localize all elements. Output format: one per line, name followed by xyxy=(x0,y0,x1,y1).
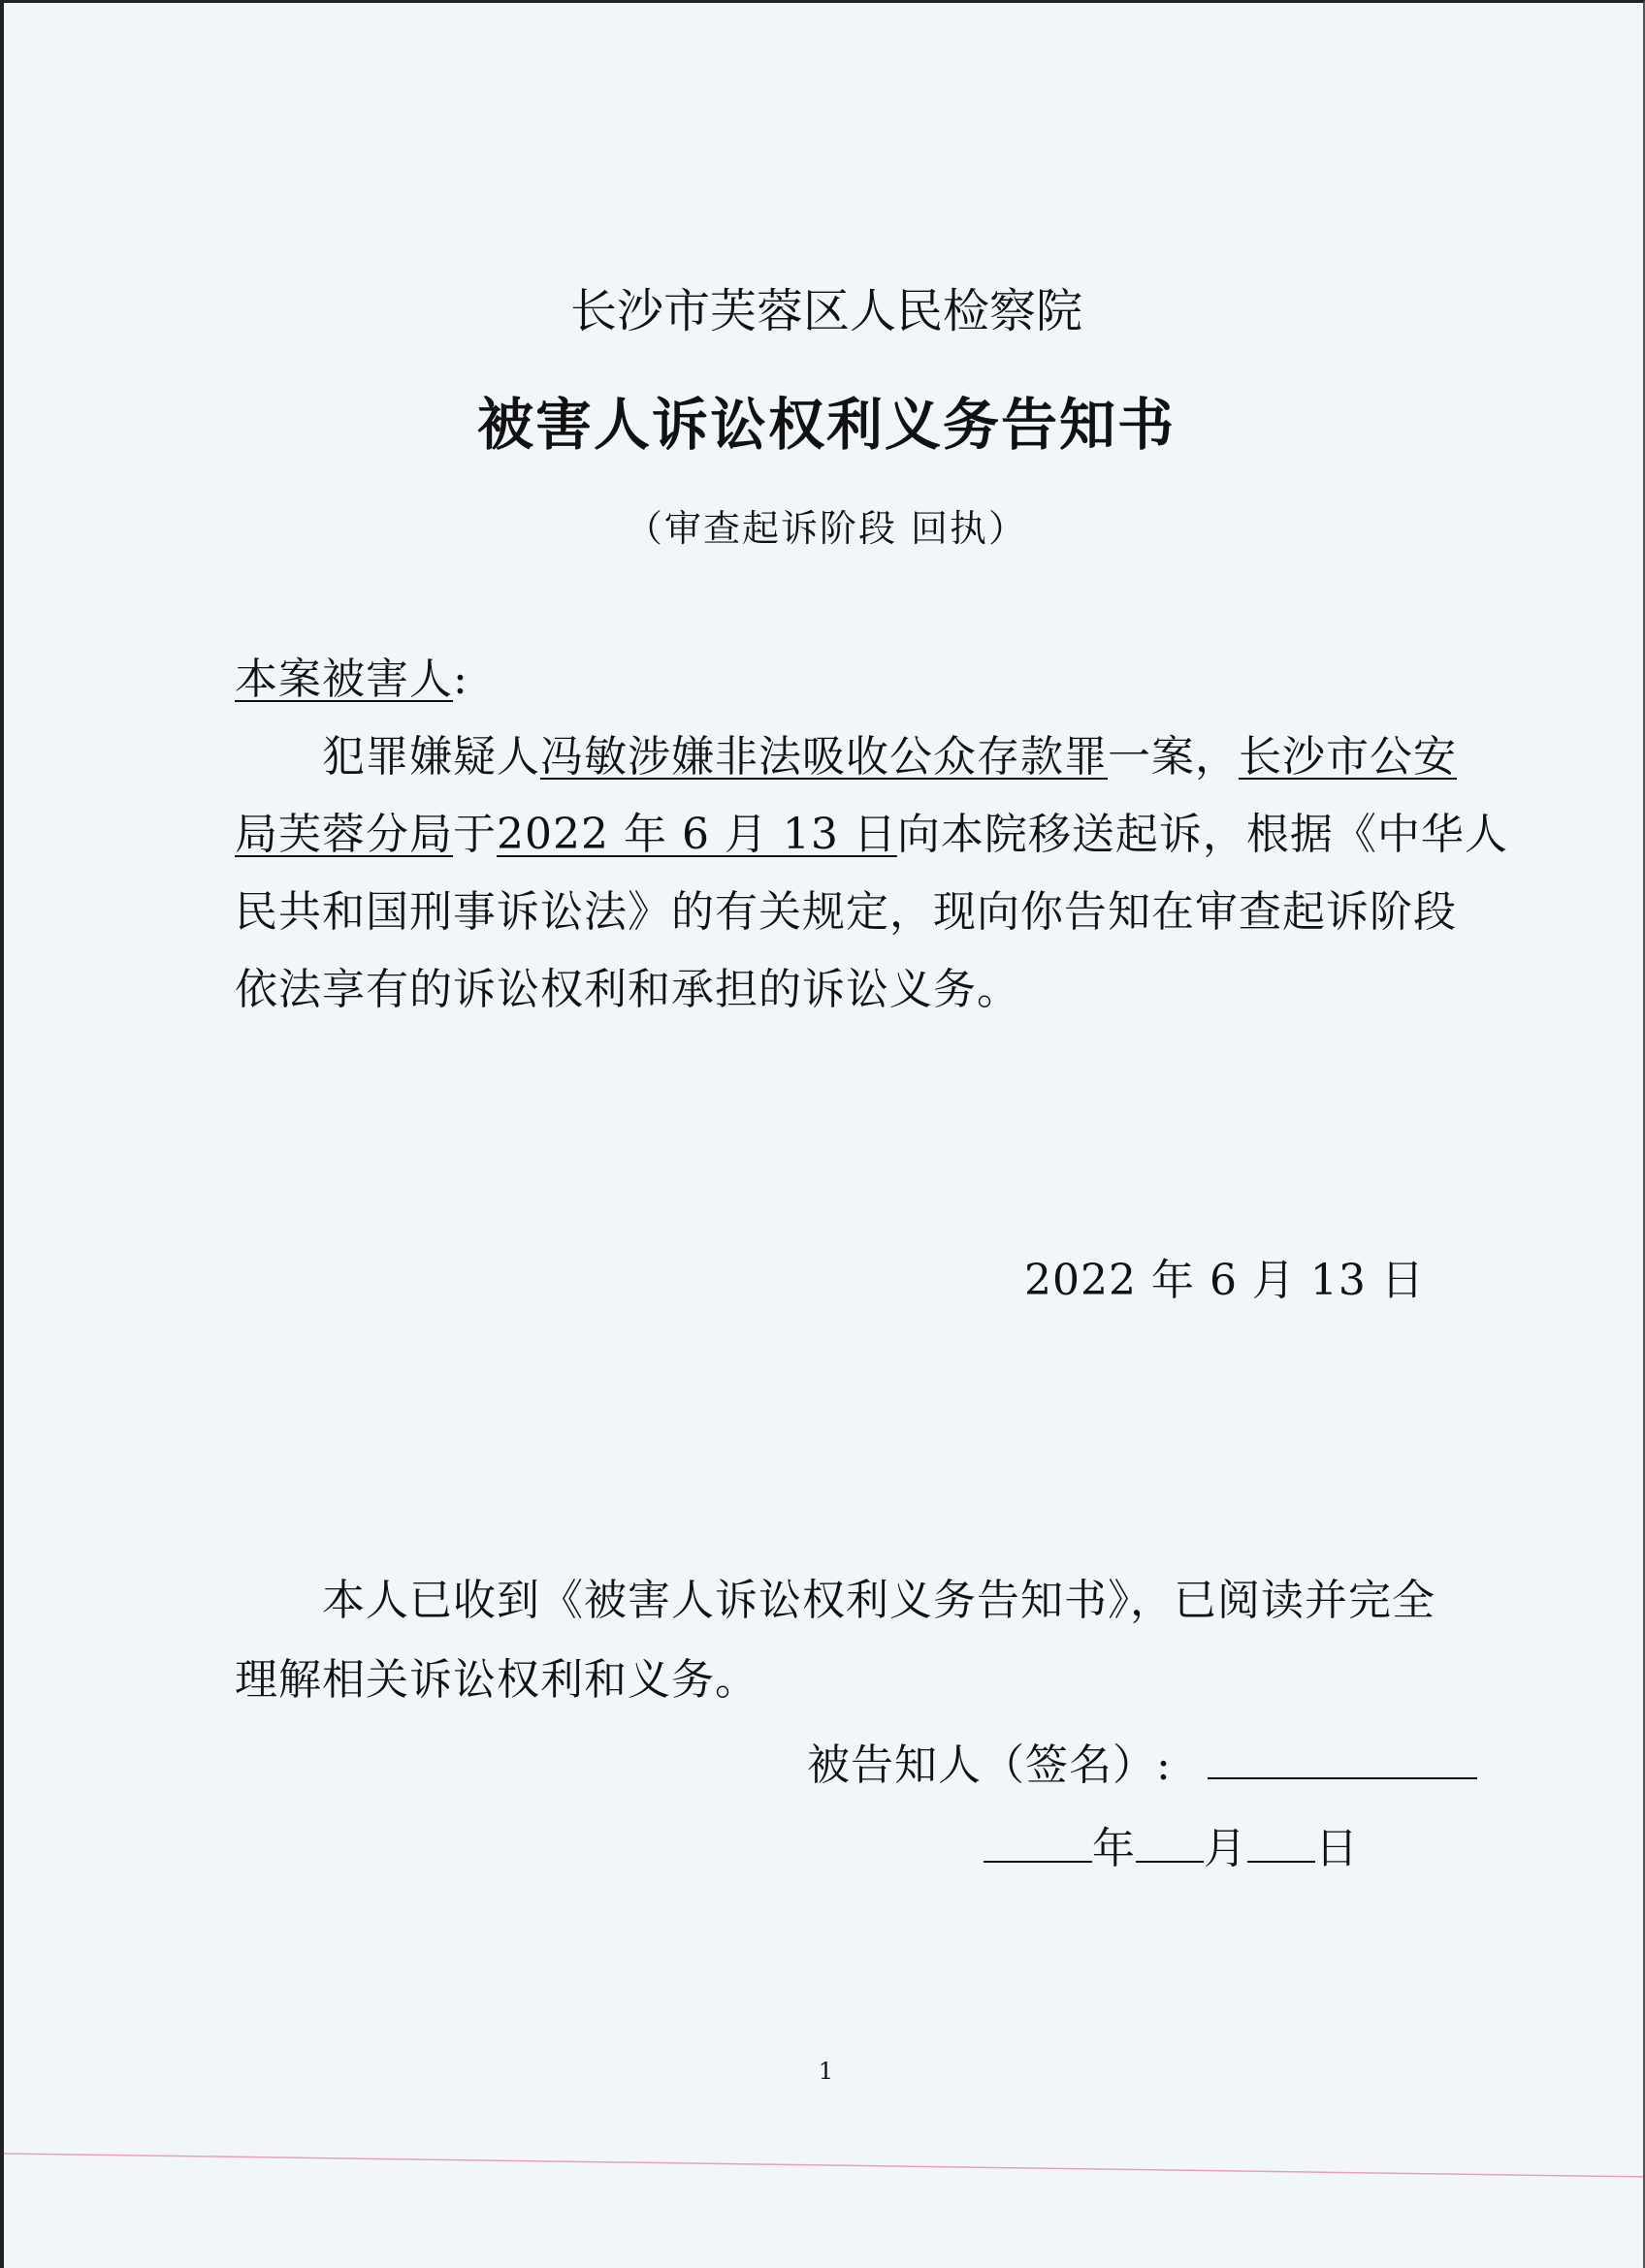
scan-artifact-stroke xyxy=(4,2154,1645,2177)
notice-text: 犯罪嫌疑人 xyxy=(322,732,540,782)
signature-label: 被告知人（签名）: xyxy=(807,1741,1172,1790)
year-blank xyxy=(984,1822,1092,1863)
day-label: 日 xyxy=(1315,1824,1359,1873)
year-label: 年 xyxy=(1092,1824,1136,1873)
transferring-agency-part1: 长沙市公安 xyxy=(1239,732,1457,782)
transferring-agency-part2: 局芙蓉分局 xyxy=(235,810,453,859)
suspect-case: 冯敏涉嫌非法吸收公众存款罪 xyxy=(540,732,1108,782)
page-number: 1 xyxy=(818,2058,835,2085)
issue-date: 2022 年 6 月 13 日 xyxy=(1024,1256,1425,1305)
receipt-date-row xyxy=(984,1822,1359,1876)
authority-name: 长沙市芙蓉区人民检察院 xyxy=(569,284,1082,338)
month-blank xyxy=(1136,1822,1204,1863)
notice-text: 于 xyxy=(453,810,497,859)
document-subtitle: （审查起诉阶段 回执） xyxy=(625,507,1028,550)
addressee-colon: : xyxy=(453,655,468,704)
day-blank xyxy=(1247,1822,1315,1863)
document-title: 被害人诉讼权利义务告知书 xyxy=(476,392,1176,458)
notice-line-4: 依法享有的诉讼权利和承担的诉讼义务。 xyxy=(235,965,1020,1014)
signature-blank xyxy=(1208,1739,1477,1779)
signature-row xyxy=(807,1739,1477,1793)
notice-text: 向本院移送起诉，根据《中华人 xyxy=(896,810,1508,859)
addressee-line xyxy=(235,653,468,707)
month-label: 月 xyxy=(1204,1824,1247,1873)
receipt-line-2: 理解相关诉讼权利和义务。 xyxy=(235,1655,758,1705)
addressee: 本案被害人 xyxy=(235,655,453,704)
receipt-line-1: 本人已收到《被害人诉讼权利义务告知书》，已阅读并完全 xyxy=(322,1576,1435,1625)
notice-line-2 xyxy=(235,808,1508,862)
notice-line-3: 民共和国刑事诉讼法》的有关规定，现向你告知在审查起诉阶段 xyxy=(235,887,1457,937)
notice-text: 一案， xyxy=(1108,732,1239,782)
notice-line-1 xyxy=(322,730,1457,784)
transfer-date: 2022 年 6 月 13 日 xyxy=(497,810,897,859)
scan-artifact-line xyxy=(4,2148,1645,2187)
